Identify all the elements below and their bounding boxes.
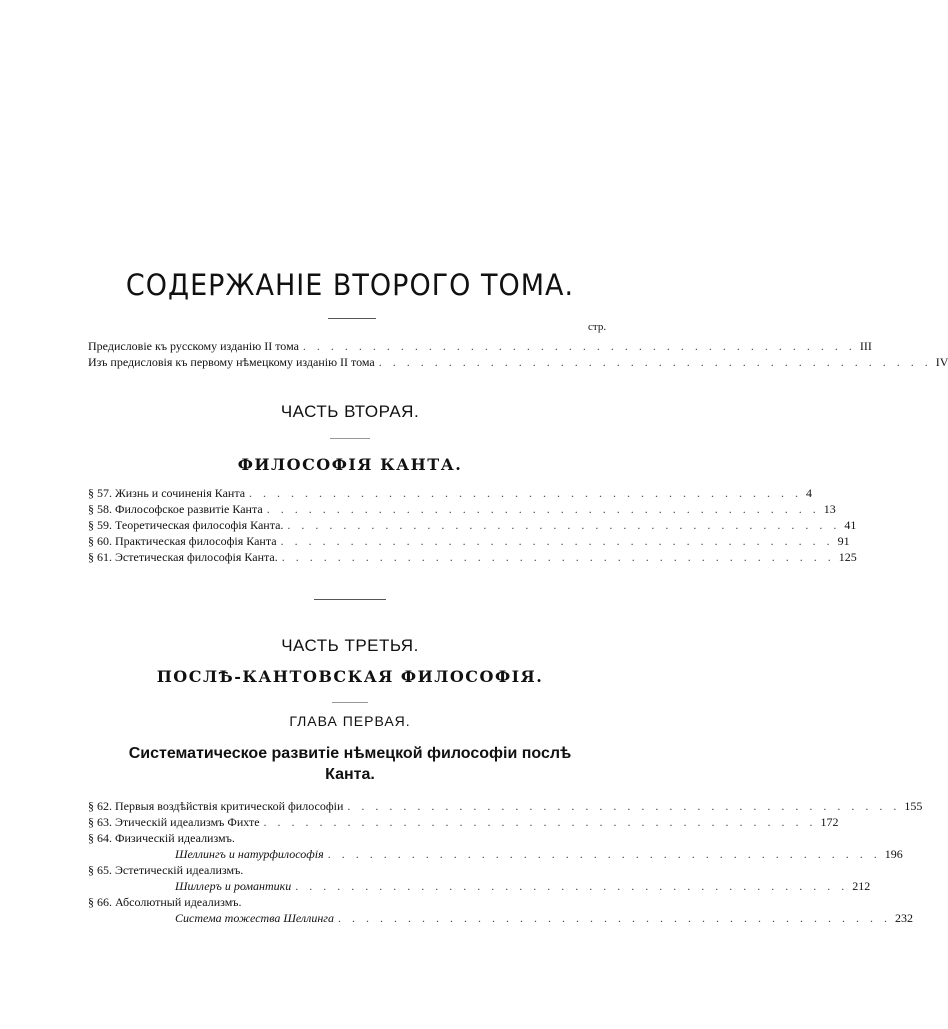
leader-dots: . . . . . . . . . . . . . . . . . . . . . . . . . . . . . . . . . . . . . . . . bbox=[327, 847, 881, 861]
toc-entry[interactable] bbox=[88, 878, 871, 894]
toc-entry[interactable] bbox=[88, 814, 839, 830]
leader-dots: . . . . . . . . . . . . . . . . . . . . . . . . . . . . . . . . . . . . . . . . bbox=[302, 339, 856, 353]
toc-entry-text: § 63. Этическiй идеализмъ Фихте bbox=[88, 815, 260, 829]
toc-entry-page: 196 bbox=[884, 847, 903, 861]
toc-entry-text: § 66. Абсолютный идеализмъ. bbox=[88, 895, 242, 909]
part-two-title: ФИЛОСОФIЯ КАНТА. bbox=[237, 455, 463, 474]
leader-dots: . . . . . . . . . . . . . . . . . . . . . . . . . . . . . . . . . . . . . . . . bbox=[281, 550, 835, 564]
toc-entry[interactable] bbox=[88, 910, 913, 926]
toc-entry[interactable] bbox=[88, 533, 850, 549]
toc-entry-page: 91 bbox=[837, 534, 850, 548]
divider bbox=[330, 438, 370, 439]
leader-dots: . . . . . . . . . . . . . . . . . . . . . . . . . . . . . . . . . . . . . . . . bbox=[263, 815, 817, 829]
toc-entry-text: § 64. Физическiй идеализмъ. bbox=[88, 831, 235, 845]
toc-entry[interactable] bbox=[88, 549, 857, 565]
toc-entry-page: 212 bbox=[852, 879, 871, 893]
toc-entry-page: 125 bbox=[838, 550, 857, 564]
part-two-heading: ЧАСТЬ ВТОРАЯ. bbox=[280, 402, 420, 421]
toc-entry[interactable] bbox=[88, 846, 903, 862]
divider bbox=[328, 318, 376, 319]
leader-dots: . . . . . . . . . . . . . . . . . . . . . . . . . . . . . . . . . . . . . . . . bbox=[249, 486, 803, 500]
toc-entry-page: 232 bbox=[894, 911, 913, 925]
toc-entry-page: 155 bbox=[904, 799, 923, 813]
toc-entry[interactable] bbox=[88, 338, 872, 354]
toc-entry-page: 4 bbox=[806, 486, 813, 500]
toc-entry[interactable] bbox=[88, 485, 813, 501]
part-three-heading: ЧАСТЬ ТРЕТЬЯ. bbox=[281, 636, 419, 655]
toc-entry-text: § 57. Жизнь и сочиненiя Канта bbox=[88, 486, 246, 500]
toc-entry[interactable] bbox=[88, 830, 613, 846]
toc-entry[interactable] bbox=[88, 501, 836, 517]
toc-entry-page: 172 bbox=[820, 815, 839, 829]
leader-dots: . . . . . . . . . . . . . . . . . . . . . . . . . . . . . . . . . . . . . . . . bbox=[280, 534, 834, 548]
divider bbox=[332, 702, 368, 703]
toc-entry[interactable] bbox=[88, 862, 613, 878]
toc-entry-page: IV bbox=[935, 355, 948, 369]
part-three-title: ПОСЛѢ-КАНТОВСКАЯ ФИЛОСОФIЯ. bbox=[156, 667, 544, 686]
toc-entry[interactable] bbox=[88, 894, 613, 910]
leader-dots: . . . . . . . . . . . . . . . . . . . . . . . . . . . . . . . . . . . . . . . . bbox=[287, 518, 841, 532]
toc-entry[interactable] bbox=[88, 798, 923, 814]
toc-entry-text: § 60. Практическая философiя Канта bbox=[88, 534, 277, 548]
toc-entry-text: § 59. Теоретическая философiя Канта. bbox=[88, 518, 284, 532]
toc-entry-text: § 62. Первыя воздѣйствiя критической философiи bbox=[88, 799, 344, 813]
toc-entry-text: Предисловie къ русскому изданiю II тома bbox=[88, 339, 299, 353]
toc-entry-text: Шеллингъ и натурфилософiя bbox=[175, 847, 324, 861]
toc-entry-text: § 65. Эстетическiй идеализмъ. bbox=[88, 863, 244, 877]
leader-dots: . . . . . . . . . . . . . . . . . . . . . . . . . . . . . . . . . . . . . . . . bbox=[378, 355, 932, 369]
chapter-heading: ГЛАВА ПЕРВАЯ. bbox=[289, 713, 411, 729]
toc-entry-text: Шиллеръ и романтики bbox=[175, 879, 292, 893]
leader-dots: . . . . . . . . . . . . . . . . . . . . . . . . . . . . . . . . . . . . . . . . bbox=[295, 879, 849, 893]
chapter-title-line2: Канта. bbox=[325, 766, 375, 783]
leader-dots: . . . . . . . . . . . . . . . . . . . . . . . . . . . . . . . . . . . . . . . . bbox=[347, 799, 901, 813]
divider bbox=[314, 599, 386, 600]
page-column-label: стр. bbox=[588, 321, 607, 333]
toc-entry-text: Система тожества Шеллинга bbox=[175, 911, 334, 925]
toc-entry-page: III bbox=[859, 339, 872, 353]
toc-entry-text: Изъ предисловiя къ первому нѣмецкому изданiю II тома bbox=[88, 355, 375, 369]
leader-dots: . . . . . . . . . . . . . . . . . . . . . . . . . . . . . . . . . . . . . . . . bbox=[266, 502, 820, 516]
toc-entry-page: 41 bbox=[844, 518, 857, 532]
toc-entry-text: § 58. Философское развитie Канта bbox=[88, 502, 263, 516]
toc-entry[interactable] bbox=[88, 517, 857, 533]
page-title: СОДЕРЖАНIЕ ВТОРОГО ТОМА. bbox=[125, 268, 575, 303]
chapter-title-line1: Систематическое развитie нѣмецкой философiи послѣ bbox=[128, 745, 572, 762]
toc-entry[interactable] bbox=[88, 354, 948, 370]
toc-entry-page: 13 bbox=[823, 502, 836, 516]
leader-dots: . . . . . . . . . . . . . . . . . . . . . . . . . . . . . . . . . . . . . . . . bbox=[337, 911, 891, 925]
toc-entry-text: § 61. Эстетическая философiя Канта. bbox=[88, 550, 278, 564]
